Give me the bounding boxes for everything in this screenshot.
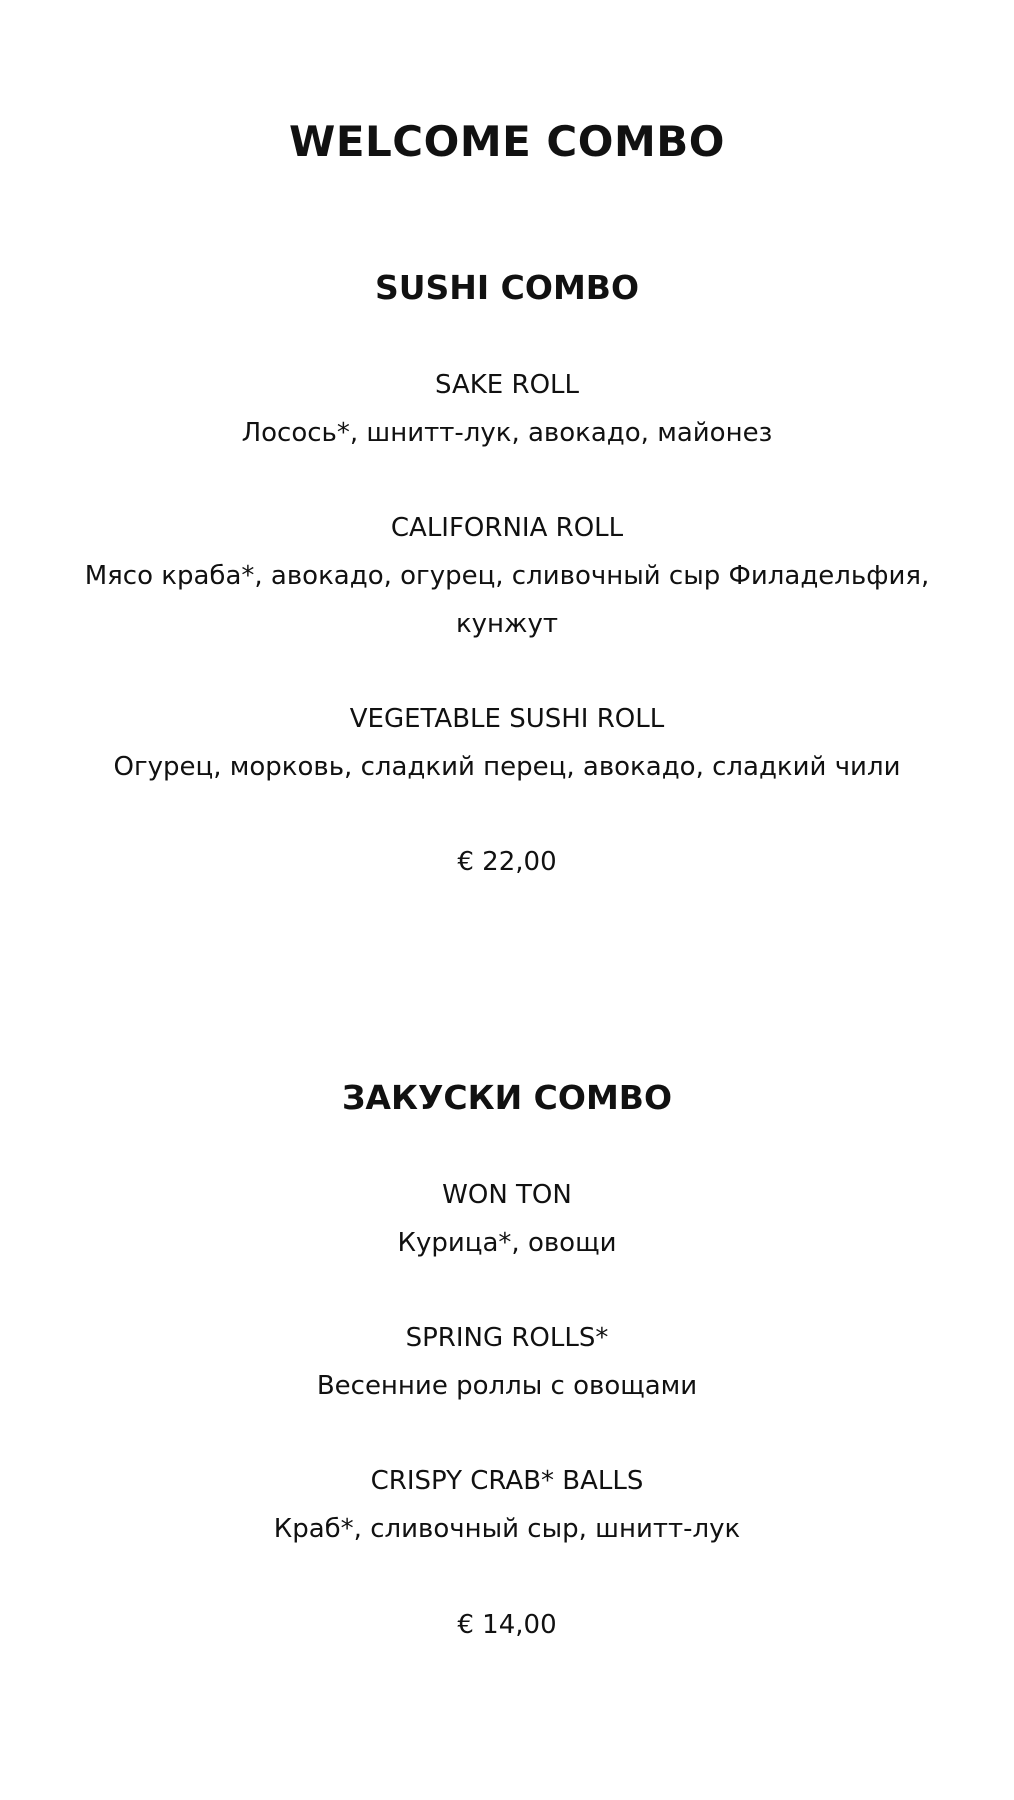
item-name-crispy-crab-balls: CRISPY CRAB* BALLS (370, 1466, 644, 1496)
section-title-sushi-combo: SUSHI COMBO (374, 268, 640, 307)
item-name-spring-rolls: SPRING ROLLS* (405, 1323, 609, 1353)
item-description-california-roll-line-1: Мясо краба*, авокадо, огурец, сливочный сыр Филадельфия, (84, 561, 930, 591)
item-description-crispy-crab-balls: Краб*, сливочный сыр, шнитт-лук (273, 1514, 741, 1544)
price-sushi-combo: € 22,00 (457, 847, 557, 877)
item-description-sake-roll: Лосось*, шнитт-лук, авокадо, майонез (241, 418, 773, 448)
item-name-won-ton: WON TON (442, 1180, 572, 1210)
price-zakuski-combo: € 14,00 (457, 1610, 557, 1640)
page-title: WELCOME COMBO (289, 117, 725, 166)
item-name-sake-roll: SAKE ROLL (434, 370, 579, 400)
item-name-california-roll: CALIFORNIA ROLL (390, 513, 624, 543)
item-description-won-ton: Курица*, овощи (397, 1228, 617, 1258)
item-description-spring-rolls: Весенние роллы с овощами (316, 1371, 698, 1401)
item-name-vegetable-sushi-roll: VEGETABLE SUSHI ROLL (349, 704, 665, 734)
section-title-zakuski-combo: ЗАКУСКИ COMBO (341, 1078, 673, 1117)
item-description-california-roll-line-2: кунжут (455, 609, 559, 639)
item-description-vegetable-sushi-roll: Огурец, морковь, сладкий перец, авокадо, сладкий чили (113, 752, 901, 782)
